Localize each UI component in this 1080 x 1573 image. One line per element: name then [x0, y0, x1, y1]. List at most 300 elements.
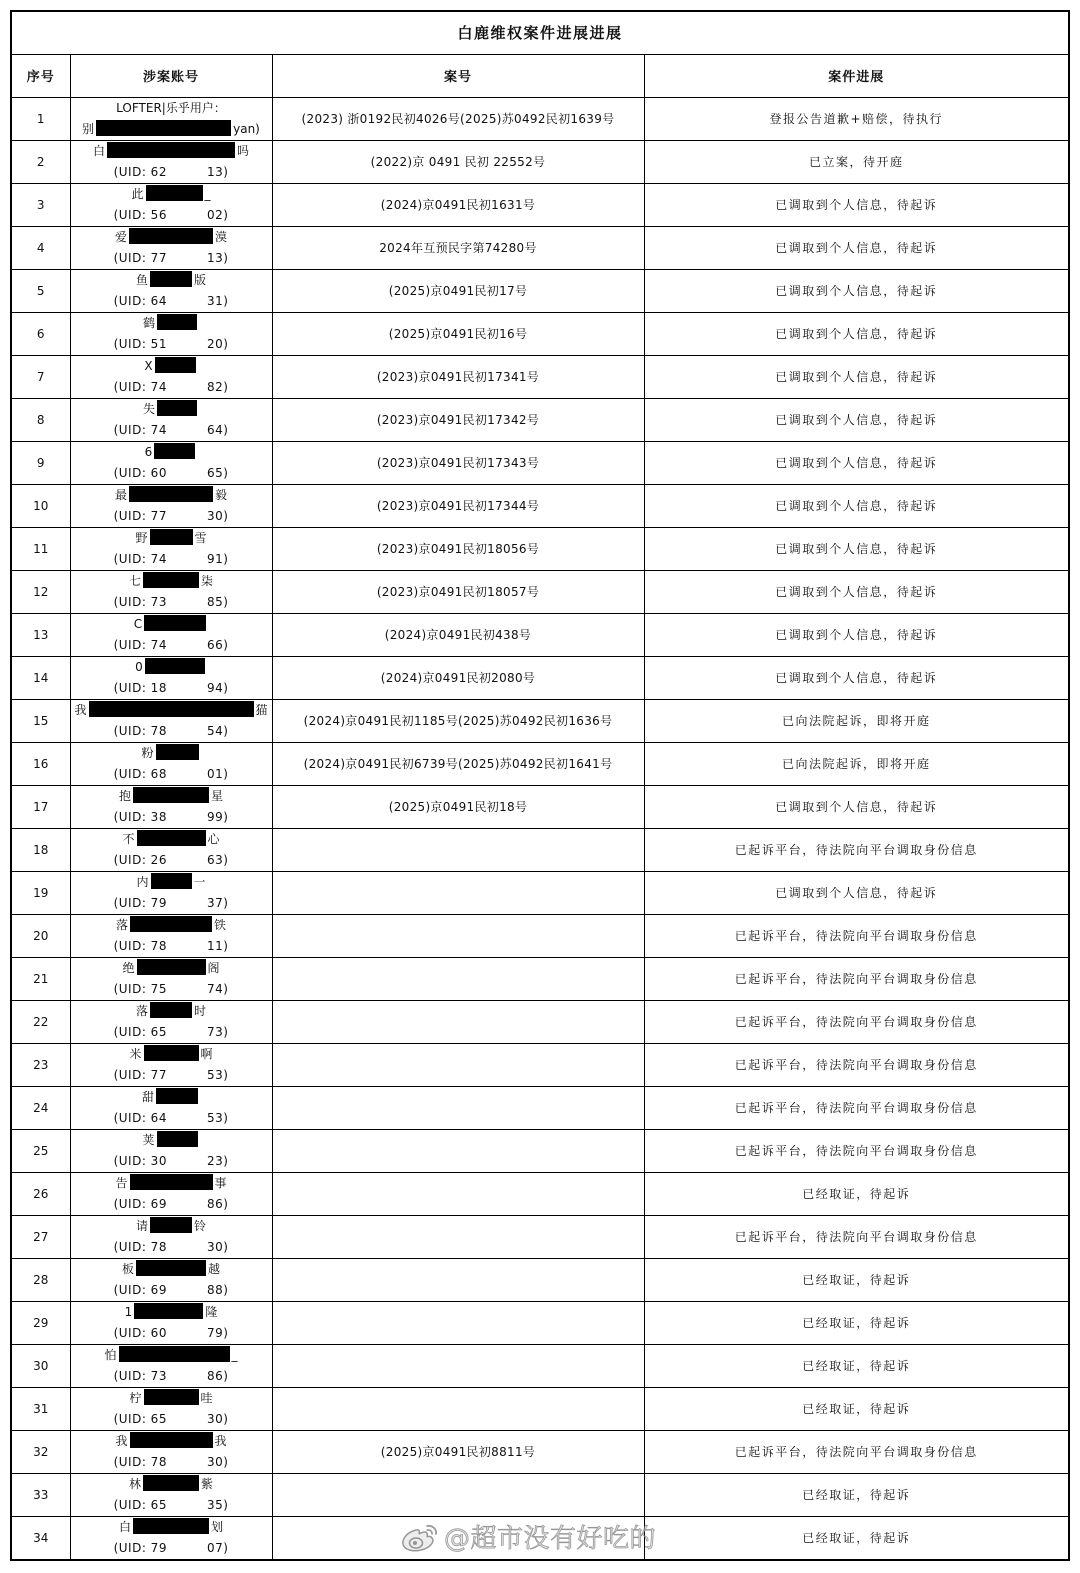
cell-case-no: (2023) 浙0192民初4026号(2025)苏0492民初1639号	[272, 97, 644, 140]
cell-case-no: (2025)京0491民初17号	[272, 269, 644, 312]
document-title: 白鹿维权案件进展进展	[11, 11, 1069, 54]
cell-progress: 已向法院起诉，即将开庭	[644, 699, 1069, 742]
account-name-prefix: 0	[135, 659, 143, 674]
account-uid-line	[71, 850, 272, 871]
uid-start: (UID: 56	[113, 207, 167, 222]
account-name-prefix: C	[133, 616, 143, 631]
table-row	[11, 269, 1069, 312]
uid-start: (UID: 51	[113, 336, 167, 351]
cell-case-no	[272, 871, 644, 914]
account-uid-line	[71, 807, 272, 828]
uid-start: (UID: 79	[113, 1540, 167, 1555]
account-uid-line	[71, 463, 272, 484]
table-row	[11, 785, 1069, 828]
uid-start: (UID: 65	[113, 1411, 167, 1426]
account-name-suffix: 铃	[194, 1218, 207, 1233]
cell-progress: 已起诉平台，待法院向平台调取身份信息	[644, 1086, 1069, 1129]
account-name-line	[71, 1001, 272, 1022]
account-name-line	[71, 829, 272, 850]
uid-start: (UID: 77	[113, 508, 167, 523]
cell-index: 3	[11, 183, 70, 226]
uid-end: 01)	[206, 766, 229, 781]
table-row	[11, 355, 1069, 398]
account-name-suffix: 隆	[205, 1304, 218, 1319]
account-uid	[114, 1237, 229, 1258]
account-name-prefix: 怕	[104, 1347, 117, 1362]
cell-index: 33	[11, 1473, 70, 1516]
redaction-box	[136, 1260, 206, 1276]
uid-end: 02)	[206, 207, 229, 222]
cell-index: 21	[11, 957, 70, 1000]
account-uid-line	[71, 1323, 272, 1344]
account-name-line	[71, 141, 272, 162]
cell-case-no: (2023)京0491民初17342号	[272, 398, 644, 441]
cell-case-no	[272, 1301, 644, 1344]
cell-account	[70, 1430, 272, 1473]
cell-progress: 已调取到个人信息，待起诉	[644, 269, 1069, 312]
cell-case-no: (2023)京0491民初18056号	[272, 527, 644, 570]
account-uid-line	[71, 1194, 272, 1215]
cell-index: 27	[11, 1215, 70, 1258]
account-name-suffix: 铁	[214, 917, 227, 932]
uid-start: (UID: 78	[113, 938, 167, 953]
account-uid-line	[71, 1538, 272, 1559]
account-name-prefix: 野	[135, 530, 148, 545]
account-name-prefix: 最	[114, 487, 127, 502]
account-name-line	[71, 1130, 272, 1151]
account-uid	[114, 205, 229, 226]
cell-progress: 已起诉平台，待法院向平台调取身份信息	[644, 914, 1069, 957]
cell-progress: 已起诉平台，待法院向平台调取身份信息	[644, 1000, 1069, 1043]
table-row	[11, 957, 1069, 1000]
table-row	[11, 484, 1069, 527]
cell-account	[70, 355, 272, 398]
account-uid	[114, 1280, 229, 1301]
cell-progress: 已经取证，待起诉	[644, 1516, 1069, 1560]
uid-end: 88)	[206, 1282, 229, 1297]
account-name-prefix: 失	[142, 401, 155, 416]
account-name-line	[71, 1259, 272, 1280]
account-name-line	[71, 227, 272, 248]
cell-index: 32	[11, 1430, 70, 1473]
account-name-prefix: 此	[131, 186, 144, 201]
cell-account	[70, 1344, 272, 1387]
table-row	[11, 226, 1069, 269]
redaction-box	[155, 357, 196, 373]
cell-index: 8	[11, 398, 70, 441]
cell-index: 18	[11, 828, 70, 871]
account-name-line	[71, 528, 272, 549]
table-row	[11, 1129, 1069, 1172]
account-uid	[114, 334, 229, 355]
cell-account	[70, 441, 272, 484]
redaction-box	[150, 1002, 192, 1018]
account-name-prefix: 落	[135, 1003, 148, 1018]
uid-start: (UID: 77	[113, 1067, 167, 1082]
cell-case-no: (2024)京0491民初6739号(2025)苏0492民初1641号	[272, 742, 644, 785]
uid-end: 53)	[206, 1110, 229, 1125]
account-uid	[114, 979, 229, 1000]
cell-case-no	[272, 1516, 644, 1560]
cell-account	[70, 1301, 272, 1344]
cell-index: 10	[11, 484, 70, 527]
account-name-prefix: 白	[118, 1519, 131, 1534]
account-name-suffix: 紫	[201, 1476, 214, 1491]
cell-progress: 已起诉平台，待法院向平台调取身份信息	[644, 1043, 1069, 1086]
account-uid-line	[71, 162, 272, 183]
account-uid	[114, 1409, 229, 1430]
cell-case-no: (2024)京0491民初2080号	[272, 656, 644, 699]
table-row	[11, 914, 1069, 957]
table-row	[11, 1473, 1069, 1516]
account-uid	[114, 1366, 229, 1387]
cell-index: 24	[11, 1086, 70, 1129]
uid-end: 30)	[206, 1239, 229, 1254]
cell-case-no	[272, 914, 644, 957]
account-name-prefix: 别	[82, 121, 95, 136]
account-name-line	[71, 657, 272, 678]
account-name-line	[71, 119, 272, 140]
uid-end: 20)	[206, 336, 229, 351]
account-uid	[114, 893, 229, 914]
account-uid-line	[71, 1366, 272, 1387]
cell-account	[70, 613, 272, 656]
cell-progress: 已调取到个人信息，待起诉	[644, 441, 1069, 484]
cell-account	[70, 1215, 272, 1258]
cell-case-no	[272, 1000, 644, 1043]
cell-account	[70, 1473, 272, 1516]
cell-account	[70, 1043, 272, 1086]
cell-index: 17	[11, 785, 70, 828]
uid-start: (UID: 38	[113, 809, 167, 824]
uid-start: (UID: 62	[113, 164, 167, 179]
account-name-line	[71, 1216, 272, 1237]
account-uid-line	[71, 592, 272, 613]
table-row	[11, 1344, 1069, 1387]
account-name-prefix: 爱	[114, 229, 127, 244]
redaction-box	[144, 1389, 199, 1405]
table-row	[11, 656, 1069, 699]
account-name-suffix: 啊	[200, 1046, 213, 1061]
account-name-prefix: 林	[128, 1476, 141, 1491]
table-row	[11, 398, 1069, 441]
cell-account	[70, 957, 272, 1000]
uid-start: (UID: 60	[113, 465, 167, 480]
cell-progress: 已经取证，待起诉	[644, 1473, 1069, 1516]
cell-account	[70, 226, 272, 269]
table-row	[11, 871, 1069, 914]
uid-start: (UID: 69	[113, 1196, 167, 1211]
account-name-suffix: 时	[194, 1003, 207, 1018]
account-uid	[114, 1452, 229, 1473]
redaction-box	[151, 873, 192, 889]
account-uid-line	[71, 979, 272, 1000]
uid-start: (UID: 74	[113, 637, 167, 652]
account-name-line	[71, 743, 272, 764]
account-name-prefix: 柠	[129, 1390, 142, 1405]
table-row	[11, 441, 1069, 484]
account-uid	[114, 506, 229, 527]
uid-start: (UID: 78	[113, 723, 167, 738]
redaction-box	[156, 1088, 198, 1104]
account-name-suffix: yan)	[233, 121, 260, 136]
cell-progress: 已调取到个人信息，待起诉	[644, 871, 1069, 914]
cell-account	[70, 1516, 272, 1560]
account-name-line	[71, 356, 272, 377]
cell-account	[70, 1387, 272, 1430]
cell-progress: 已调取到个人信息，待起诉	[644, 312, 1069, 355]
redaction-box	[150, 1217, 192, 1233]
cell-progress: 已起诉平台，待法院向平台调取身份信息	[644, 1129, 1069, 1172]
account-name-suffix: 吗	[237, 143, 250, 158]
uid-end: 23)	[206, 1153, 229, 1168]
account-name-prefix: 甜	[141, 1089, 154, 1104]
account-name-line	[71, 700, 272, 721]
table-row	[11, 1000, 1069, 1043]
uid-start: (UID: 73	[113, 1368, 167, 1383]
cell-progress: 已起诉平台，待法院向平台调取身份信息	[644, 1215, 1069, 1258]
table-row	[11, 1258, 1069, 1301]
cell-progress: 已起诉平台，待法院向平台调取身份信息	[644, 957, 1069, 1000]
cell-index: 6	[11, 312, 70, 355]
cell-progress: 已调取到个人信息，待起诉	[644, 484, 1069, 527]
cell-progress: 已调取到个人信息，待起诉	[644, 527, 1069, 570]
account-uid	[114, 678, 229, 699]
cell-case-no: (2023)京0491民初17343号	[272, 441, 644, 484]
uid-end: 07)	[206, 1540, 229, 1555]
uid-start: (UID: 64	[113, 293, 167, 308]
cell-case-no: (2025)京0491民初18号	[272, 785, 644, 828]
uid-start: (UID: 74	[113, 551, 167, 566]
account-uid	[114, 807, 229, 828]
account-name-line	[71, 1388, 272, 1409]
cell-index: 25	[11, 1129, 70, 1172]
account-uid-line	[71, 506, 272, 527]
uid-end: 65)	[206, 465, 229, 480]
cell-case-no	[272, 1215, 644, 1258]
cell-index: 20	[11, 914, 70, 957]
account-uid	[114, 420, 229, 441]
table-body	[11, 97, 1069, 1560]
account-name-suffix: 我	[214, 1433, 227, 1448]
uid-end: 63)	[206, 852, 229, 867]
cell-account	[70, 656, 272, 699]
account-uid-line	[71, 1409, 272, 1430]
cell-case-no: (2023)京0491民初17344号	[272, 484, 644, 527]
cell-progress: 已经取证，待起诉	[644, 1172, 1069, 1215]
cell-account	[70, 484, 272, 527]
cell-case-no: (2025)京0491民初16号	[272, 312, 644, 355]
cell-index: 29	[11, 1301, 70, 1344]
cell-index: 31	[11, 1387, 70, 1430]
redaction-box	[144, 615, 206, 631]
account-name-line	[71, 1087, 272, 1108]
header-progress: 案件进展	[644, 54, 1069, 97]
account-uid-line	[71, 205, 272, 226]
cell-account	[70, 1000, 272, 1043]
account-uid-line	[71, 764, 272, 785]
cell-index: 22	[11, 1000, 70, 1043]
account-uid	[114, 248, 229, 269]
cell-account	[70, 183, 272, 226]
account-name-prefix: 板	[121, 1261, 134, 1276]
table-row	[11, 140, 1069, 183]
account-name-suffix: 哇	[200, 1390, 213, 1405]
cell-index: 34	[11, 1516, 70, 1560]
uid-end: 54)	[206, 723, 229, 738]
cell-index: 13	[11, 613, 70, 656]
cell-index: 11	[11, 527, 70, 570]
account-uid-line	[71, 893, 272, 914]
uid-end: 35)	[206, 1497, 229, 1512]
account-name-line	[71, 485, 272, 506]
account-uid-line	[71, 936, 272, 957]
account-name-suffix: 事	[214, 1175, 227, 1190]
account-uid	[114, 291, 229, 312]
cell-index: 26	[11, 1172, 70, 1215]
account-uid-line	[71, 1280, 272, 1301]
table-row	[11, 1301, 1069, 1344]
account-uid-line	[71, 1022, 272, 1043]
uid-end: 85)	[206, 594, 229, 609]
cell-progress: 已调取到个人信息，待起诉	[644, 656, 1069, 699]
cell-case-no	[272, 1258, 644, 1301]
table-row	[11, 742, 1069, 785]
cell-index: 28	[11, 1258, 70, 1301]
cell-progress: 已经取证，待起诉	[644, 1387, 1069, 1430]
account-uid-line	[71, 1108, 272, 1129]
uid-end: 30)	[206, 1411, 229, 1426]
cell-progress: 已起诉平台，待法院向平台调取身份信息	[644, 828, 1069, 871]
cell-case-no	[272, 1344, 644, 1387]
account-name-prefix: 请	[135, 1218, 148, 1233]
uid-end: 31)	[206, 293, 229, 308]
redaction-box	[89, 701, 254, 717]
cell-account	[70, 914, 272, 957]
uid-end: 13)	[206, 250, 229, 265]
account-name-suffix: 雪	[194, 530, 207, 545]
account-uid	[114, 162, 229, 183]
table-row	[11, 1387, 1069, 1430]
cell-progress: 已向法院起诉，即将开庭	[644, 742, 1069, 785]
account-name-suffix: 越	[208, 1261, 221, 1276]
account-name-prefix: 6	[144, 444, 153, 459]
account-name-line	[71, 1474, 272, 1495]
redaction-box	[157, 400, 197, 416]
cell-account	[70, 1172, 272, 1215]
cell-account	[70, 1086, 272, 1129]
account-name-line	[71, 958, 272, 979]
uid-start: (UID: 65	[113, 1024, 167, 1039]
account-name-line	[71, 915, 272, 936]
cell-case-no	[272, 1129, 644, 1172]
cell-account	[70, 1258, 272, 1301]
cell-progress: 已经取证，待起诉	[644, 1258, 1069, 1301]
cell-progress: 已起诉平台，待法院向平台调取身份信息	[644, 1430, 1069, 1473]
uid-end: 66)	[206, 637, 229, 652]
account-name-prefix: 鹤	[142, 315, 155, 330]
account-name-line	[71, 442, 272, 463]
account-uid-line	[71, 721, 272, 742]
uid-start: (UID: 18	[113, 680, 167, 695]
cell-progress: 已调取到个人信息，待起诉	[644, 613, 1069, 656]
account-uid-line	[71, 635, 272, 656]
redaction-box	[133, 787, 209, 803]
account-name-suffix: 划	[211, 1519, 224, 1534]
account-uid	[114, 1108, 229, 1129]
table-row	[11, 527, 1069, 570]
cell-account	[70, 785, 272, 828]
uid-end: 30)	[206, 508, 229, 523]
uid-start: (UID: 30	[113, 1153, 167, 1168]
uid-end: 91)	[206, 551, 229, 566]
redaction-box	[107, 142, 235, 158]
cell-progress: 已经取证，待起诉	[644, 1344, 1069, 1387]
cell-account	[70, 871, 272, 914]
account-name-suffix: 猫	[255, 702, 268, 717]
account-uid	[114, 721, 229, 742]
table-row	[11, 97, 1069, 140]
cell-progress: 已调取到个人信息，待起诉	[644, 785, 1069, 828]
redaction-box	[157, 314, 197, 330]
account-uid-line	[71, 377, 272, 398]
account-name-prefix: 鱼	[135, 272, 148, 287]
cell-account	[70, 570, 272, 613]
account-platform-label: LOFTER|乐乎用户：	[116, 100, 226, 115]
cell-case-no: (2024)京0491民初1631号	[272, 183, 644, 226]
table-row	[11, 312, 1069, 355]
cell-progress: 已经取证，待起诉	[644, 1301, 1069, 1344]
account-uid	[114, 463, 229, 484]
uid-start: (UID: 74	[113, 422, 167, 437]
account-uid	[114, 377, 229, 398]
redaction-box	[130, 1174, 213, 1190]
account-name-suffix: 毅	[215, 487, 228, 502]
account-name-prefix: 告	[115, 1175, 128, 1190]
table-row	[11, 1516, 1069, 1560]
cell-account	[70, 140, 272, 183]
uid-start: (UID: 74	[113, 379, 167, 394]
account-uid	[114, 936, 229, 957]
account-name-line	[71, 872, 272, 893]
cell-account	[70, 97, 272, 140]
uid-end: 53)	[206, 1067, 229, 1082]
account-name-line	[71, 399, 272, 420]
cell-account	[70, 1129, 272, 1172]
account-name-suffix: 星	[211, 788, 224, 803]
redaction-box	[157, 1131, 198, 1147]
cell-index: 1	[11, 97, 70, 140]
account-name-prefix: 粉	[141, 745, 154, 760]
cell-index: 5	[11, 269, 70, 312]
cell-case-no: (2024)京0491民初438号	[272, 613, 644, 656]
redaction-box	[130, 916, 212, 932]
account-uid-line	[71, 678, 272, 699]
uid-start: (UID: 64	[113, 1110, 167, 1125]
redaction-box	[143, 572, 199, 588]
uid-start: (UID: 26	[113, 852, 167, 867]
table-row	[11, 1215, 1069, 1258]
account-name-prefix: 米	[129, 1046, 142, 1061]
cell-case-no	[272, 1387, 644, 1430]
redaction-box	[129, 228, 213, 244]
table-row	[11, 1430, 1069, 1473]
redaction-box	[119, 1346, 230, 1362]
header-account: 涉案账号	[70, 54, 272, 97]
account-name-line	[71, 1173, 272, 1194]
cell-case-no	[272, 1043, 644, 1086]
account-name-line	[71, 1345, 272, 1366]
